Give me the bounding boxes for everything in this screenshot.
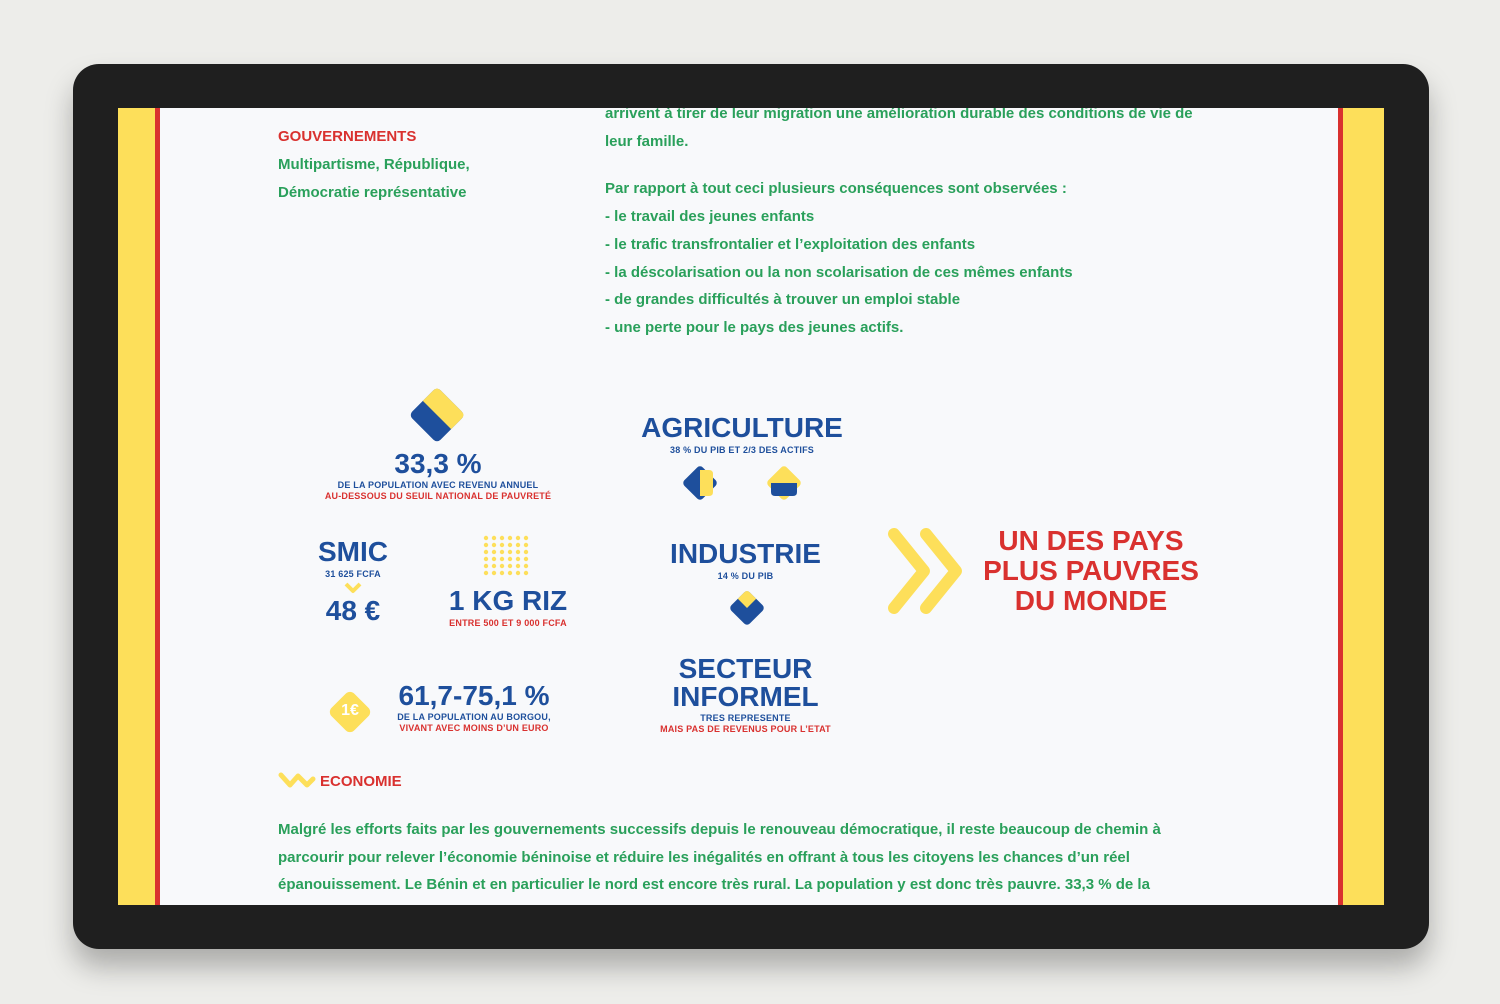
industrie-stat (658, 537, 833, 582)
borgou-value: 61,7-75,1 % (398, 680, 550, 711)
agriculture-stat (626, 411, 858, 456)
consequence-item: - une perte pour le pays des jeunes actifs. (605, 318, 904, 336)
conclusion-block (968, 526, 1214, 616)
economie-line: épanouissement. Le Bénin et en particulier le nord est encore très rural. La population y est donc très pauvre. 33,3 % de la (278, 876, 1150, 894)
page-viewport[interactable] (118, 108, 1384, 905)
industrie-caption: 14 % DU PIB (717, 571, 774, 581)
government-line-2: Démocratie représentative (278, 183, 467, 201)
euro-coin-label: 1€ (341, 702, 359, 719)
rice-grains-icon (483, 535, 529, 579)
informel-caption-1: TRES REPRESENTE (700, 713, 791, 723)
rice-title: 1 KG RIZ (448, 585, 568, 616)
informel-caption-2: MAIS PAS DE REVENUS POUR L’ETAT (660, 724, 831, 734)
economie-line: Malgré les efforts faits par les gouvernements successifs depuis le renouveau démocratique, il reste beaucoup de chemin à (278, 821, 1161, 838)
informel-title-2: INFORMEL (672, 681, 819, 712)
zigzag-icon (278, 771, 316, 791)
poverty-value: 33,3 % (394, 448, 482, 479)
paragraph-cut-line: arrivent à tirer de leur migration une amélioration durable des conditions de vie de (605, 108, 1193, 122)
red-rule-left (155, 108, 160, 905)
consequences-intro: Par rapport à tout ceci plusieurs conséquences sont observées : (605, 180, 1067, 198)
split-diamond-icon (680, 463, 720, 503)
economie-heading: ECONOMIE (320, 773, 402, 790)
smic-fcfa: 31 625 FCFA (325, 569, 381, 579)
consequence-item: - la déscolarisation ou la non scolarisation de ces mêmes enfants (605, 263, 1073, 281)
industrie-title: INDUSTRIE (670, 538, 821, 569)
informel-stat (638, 655, 853, 735)
borgou-stat (386, 680, 562, 734)
split-diamond-icon (727, 588, 767, 628)
paragraph-end-line: leur famille. (605, 132, 689, 150)
yellow-side-band-left (118, 108, 155, 905)
poverty-stat (303, 448, 573, 502)
rice-price: ENTRE 500 ET 9 000 FCFA (449, 618, 567, 628)
smic-title: SMIC (318, 536, 388, 567)
chevron-down-icon (344, 581, 362, 595)
consequence-item: - le trafic transfrontalier et l’exploitation des enfants (605, 235, 976, 253)
rice-stat (428, 585, 588, 629)
government-heading: GOUVERNEMENTS (278, 128, 417, 145)
poverty-caption-1: DE LA POPULATION AVEC REVENU ANNUEL (337, 480, 539, 490)
borgou-caption-2: VIVANT AVEC MOINS D’UN EURO (399, 723, 549, 733)
conclusion-line-1: UN DES PAYS (998, 525, 1184, 556)
split-diamond-icon (407, 385, 467, 445)
smic-euro: 48 € (325, 595, 381, 626)
consequence-item: - de grandes difficultés à trouver un emploi stable (605, 291, 961, 309)
conclusion-line-3: DU MONDE (1014, 585, 1168, 616)
economie-paragraph (278, 816, 1338, 899)
consequences-block (605, 108, 1245, 342)
poverty-caption-2: AU-DESSOUS DU SEUIL NATIONAL DE PAUVRETÉ (324, 491, 552, 501)
agriculture-caption: 38 % DU PIB ET 2/3 DES ACTIFS (670, 445, 814, 455)
split-diamond-icon (764, 463, 804, 503)
smic-stat (303, 536, 403, 627)
economie-line: parcourir pour relever l’économie béninoise et réduire les inégalités en offrant à tous les citoyens les chances d’un réel (278, 848, 1130, 866)
government-block (278, 127, 470, 206)
informel-title-1: SECTEUR (678, 653, 813, 684)
double-chevron-right-icon (888, 528, 968, 614)
agriculture-title: AGRICULTURE (641, 412, 843, 443)
yellow-side-band-right (1343, 108, 1384, 905)
borgou-caption-1: DE LA POPULATION AU BORGOU, (397, 712, 551, 722)
government-line-1: Multipartisme, République, (278, 156, 470, 173)
consequence-item: - le travail des jeunes enfants (605, 208, 815, 226)
conclusion-line-2: PLUS PAUVRES (983, 555, 1199, 586)
